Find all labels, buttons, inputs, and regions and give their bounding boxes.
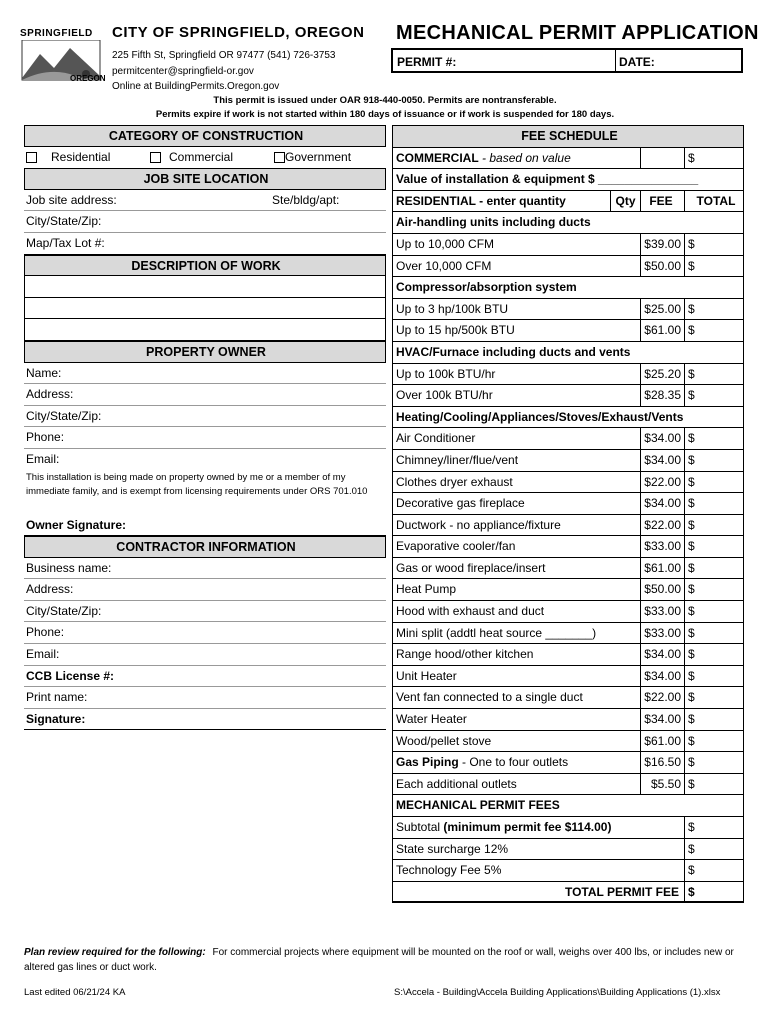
city-online: Online at BuildingPermits.Oregon.gov	[112, 81, 280, 92]
subtotal-minimum: (minimum permit fee $114.00)	[443, 820, 612, 834]
fee-item-amount: $33.00	[640, 623, 685, 644]
gas-piping-row	[392, 752, 744, 774]
gas-piping-rest: - One to four outlets	[458, 755, 569, 770]
description-line-1[interactable]	[24, 276, 386, 298]
fee-item-row	[392, 687, 744, 709]
contractor-signature-field[interactable]: Signature:	[24, 709, 386, 731]
fee-item-total[interactable]: $	[688, 258, 695, 273]
total-header: TOTAL	[696, 193, 736, 208]
fee-item-row	[392, 450, 744, 472]
fee-item-label: Over 100k BTU/hr	[396, 388, 493, 403]
fee-item-total[interactable]: $	[688, 301, 695, 316]
left-column	[24, 125, 386, 730]
fee-item-total[interactable]: $	[688, 625, 695, 640]
fee-item-row	[392, 515, 744, 537]
fee-item-row	[392, 299, 744, 321]
fee-item-total[interactable]: $	[688, 560, 695, 575]
fee-item-row	[392, 709, 744, 731]
job-city-field[interactable]: City/State/Zip:	[24, 211, 386, 233]
fee-sections	[392, 212, 744, 752]
fee-item-amount: $25.20	[640, 364, 685, 385]
fee-item-total[interactable]: $	[688, 388, 695, 403]
category-options	[24, 147, 386, 169]
fee-item-row	[392, 385, 744, 407]
fee-item-total[interactable]: $	[688, 604, 695, 619]
notice-line-1: This permit is issued under OAR 918-440-0050. Permits are nontransferable.	[213, 95, 557, 106]
commercial-label: COMMERCIAL	[396, 150, 479, 165]
fee-item-total[interactable]: $	[688, 668, 695, 683]
fee-item-label: Water Heater	[396, 712, 467, 727]
fee-item-total[interactable]: $	[688, 236, 695, 251]
fee-item-label: Wood/pellet stove	[396, 733, 492, 748]
residential-label: RESIDENTIAL - enter quantity	[396, 193, 566, 208]
gas-piping-total[interactable]: $	[688, 755, 695, 770]
fee-item-amount: $25.00	[640, 299, 685, 320]
tech-fee-total[interactable]: $	[688, 863, 695, 878]
fee-item-total[interactable]: $	[688, 323, 695, 338]
contractor-email-field[interactable]: Email:	[24, 644, 386, 666]
owner-phone-field[interactable]: Phone:	[24, 427, 386, 449]
fee-item-amount: $61.00	[640, 731, 685, 752]
plan-review-text: For commercial projects where equipment will be mounted on the roof or wall, weighs over 400 lbs, or includes new or altered gas lines or duct work.	[24, 947, 734, 973]
fee-item-label: Up to 3 hp/100k BTU	[396, 301, 509, 316]
fee-item-amount: $39.00	[640, 234, 685, 255]
fee-item-amount: $22.00	[640, 515, 685, 536]
fee-item-row	[392, 666, 744, 688]
gas-piping-fee: $16.50	[640, 752, 685, 773]
owner-email-field[interactable]: Email:	[26, 451, 60, 466]
fee-item-amount: $50.00	[640, 579, 685, 600]
fee-item-label: Decorative gas fireplace	[396, 496, 525, 511]
fee-item-total[interactable]: $	[688, 517, 695, 532]
logo-top-text: SPRINGFIELD	[20, 28, 93, 39]
fee-item-label: Clothes dryer exhaust	[396, 474, 513, 489]
fee-item-amount: $28.35	[640, 385, 685, 406]
total-permit-fee-value[interactable]: $	[688, 884, 695, 899]
owner-address-field[interactable]: Address:	[24, 384, 386, 406]
residential-header-row	[392, 191, 744, 213]
commercial-total[interactable]: $	[688, 150, 695, 165]
fee-item-total[interactable]: $	[688, 647, 695, 662]
permit-fees-header: MECHANICAL PERMIT FEES	[392, 795, 744, 817]
tech-fee-row	[392, 860, 744, 882]
fee-item-amount: $22.00	[640, 687, 685, 708]
subtotal-row	[392, 817, 744, 839]
contractor-city-field[interactable]: City/State/Zip:	[24, 601, 386, 623]
fee-item-amount: $22.00	[640, 472, 685, 493]
fee-item-amount: $34.00	[640, 709, 685, 730]
fee-item-row	[392, 558, 744, 580]
fee-item-total[interactable]: $	[688, 366, 695, 381]
fee-item-label: Ductwork - no appliance/fixture	[396, 517, 561, 532]
fee-item-label: Vent fan connected to a single duct	[396, 690, 583, 705]
last-edited: Last edited 06/21/24 KA	[24, 987, 126, 998]
city-logo	[20, 28, 104, 86]
fee-item-amount: $34.00	[640, 644, 685, 665]
fee-item-total[interactable]: $	[688, 690, 695, 705]
fee-item-label: Gas or wood fireplace/insert	[396, 560, 546, 575]
fee-item-amount: $34.00	[640, 428, 685, 449]
fee-item-row	[392, 364, 744, 386]
fee-item-total[interactable]: $	[688, 474, 695, 489]
owner-signature-field[interactable]: Owner Signature:	[24, 515, 386, 537]
value-row[interactable]: Value of installation & equipment $ _______________	[392, 169, 744, 191]
job-address-label: Job site address:	[26, 192, 117, 207]
subtotal-total[interactable]: $	[688, 820, 695, 834]
owner-name-field[interactable]: Name:	[24, 363, 386, 385]
page-title: MECHANICAL PERMIT APPLICATION	[396, 22, 759, 44]
business-name-field[interactable]: Business name:	[24, 558, 386, 580]
job-address-field[interactable]	[24, 190, 386, 212]
fee-section-heading: Heating/Cooling/Appliances/Stoves/Exhaust/Vents	[392, 407, 744, 429]
commercial-row	[392, 148, 744, 170]
surcharge-row	[392, 839, 744, 861]
fee-section-heading: HVAC/Furnace including ducts and vents	[392, 342, 744, 364]
total-fee-cell	[640, 882, 685, 902]
fee-item-total[interactable]: $	[688, 431, 695, 446]
fee-item-row	[392, 601, 744, 623]
fee-item-row	[392, 731, 744, 753]
fee-item-row	[392, 234, 744, 256]
fee-item-amount: $33.00	[640, 536, 685, 557]
additional-outlets-row	[392, 774, 744, 796]
permit-date-box	[391, 48, 743, 73]
fee-header: FEE	[640, 191, 685, 212]
fee-item-row	[392, 644, 744, 666]
surcharge-fee-cell	[640, 839, 685, 860]
fee-item-label: Range hood/other kitchen	[396, 647, 534, 662]
gas-piping-label: Gas Piping	[396, 755, 459, 770]
commercial-option[interactable]	[150, 147, 233, 168]
owner-header: PROPERTY OWNER	[24, 341, 386, 363]
tech-fee-cell	[640, 860, 685, 881]
fee-item-amount: $61.00	[640, 558, 685, 579]
fee-item-total[interactable]: $	[688, 733, 695, 748]
fee-item-row	[392, 472, 744, 494]
qty-header: Qty	[610, 191, 640, 212]
fee-item-label: Hood with exhaust and duct	[396, 604, 545, 619]
fee-schedule	[392, 125, 744, 903]
commercial-checkbox[interactable]	[150, 152, 161, 163]
contractor-address-field[interactable]: Address:	[24, 579, 386, 601]
fee-section-heading: Compressor/absorption system	[392, 277, 744, 299]
commercial-note: - based on value	[482, 150, 571, 165]
fee-item-total[interactable]: $	[688, 712, 695, 727]
fee-item-row	[392, 579, 744, 601]
fee-item-label: Over 10,000 CFM	[396, 258, 492, 273]
fee-item-label: Evaporative cooler/fan	[396, 539, 516, 554]
fee-item-amount: $34.00	[640, 450, 685, 471]
city-name: CITY OF SPRINGFIELD, OREGON	[112, 24, 365, 41]
notice-line-2: Permits expire if work is not started within 180 days of issuance or if work is suspended for 180 days.	[155, 109, 615, 120]
fee-item-label: Mini split (addtl heat source _______)	[396, 625, 597, 640]
subtotal-label: Subtotal	[396, 820, 441, 834]
fee-item-label: Air Conditioner	[396, 431, 476, 446]
fee-item-label: Up to 100k BTU/hr	[396, 366, 496, 381]
government-checkbox[interactable]	[274, 152, 285, 163]
fee-item-amount: $50.00	[640, 256, 685, 277]
surcharge-label: State surcharge 12%	[396, 841, 509, 856]
fee-item-amount: $34.00	[640, 493, 685, 514]
commercial-label: Commercial	[169, 149, 234, 164]
subtotal-fee-cell	[640, 817, 685, 838]
ste-label: Ste/bldg/apt:	[272, 192, 340, 207]
owner-city-field[interactable]: City/State/Zip:	[24, 406, 386, 428]
city-address: 225 Fifth St, Springfield OR 97477 (541) 726-3753	[112, 50, 336, 61]
date-label: DATE:	[615, 50, 655, 71]
additional-outlets-label: Each additional outlets	[396, 776, 517, 791]
map-lot-field[interactable]: Map/Tax Lot #:	[24, 233, 386, 255]
contractor-header: CONTRACTOR INFORMATION	[24, 536, 386, 558]
fee-item-row	[392, 493, 744, 515]
fee-item-row	[392, 428, 744, 450]
permit-number-label: PERMIT #:	[397, 55, 457, 69]
fee-item-row	[392, 320, 744, 342]
fee-item-total[interactable]: $	[688, 582, 695, 597]
fee-item-amount: $61.00	[640, 320, 685, 341]
fee-item-row	[392, 623, 744, 645]
residential-option[interactable]	[26, 147, 110, 168]
fee-item-amount: $34.00	[640, 666, 685, 687]
city-email: permitcenter@springfield-or.gov	[112, 66, 254, 77]
jobsite-header: JOB SITE LOCATION	[24, 168, 386, 190]
logo-bottom-text: OREGON	[70, 74, 106, 83]
description-line-3[interactable]	[24, 319, 386, 341]
contractor-phone-field[interactable]: Phone:	[24, 622, 386, 644]
fee-item-label: Chimney/liner/flue/vent	[396, 452, 519, 467]
plan-review-note	[24, 945, 744, 975]
fee-section-heading: Air-handling units including ducts	[392, 212, 744, 234]
plan-review-label: Plan review required for the following:	[24, 947, 206, 958]
file-path: S:\Accela - Building\Accela Building Applications\Building Applications (1).xlsx	[394, 987, 721, 998]
commercial-fee-cell	[640, 148, 685, 169]
owner-statement: This installation is being made on property owned by me or a member of my immediate family, and is exempt from licensing requirements under ORS 701.010	[26, 471, 368, 497]
fee-item-total[interactable]: $	[688, 452, 695, 467]
fee-item-amount: $33.00	[640, 601, 685, 622]
fee-schedule-header: FEE SCHEDULE	[392, 126, 744, 148]
additional-outlets-total[interactable]: $	[688, 776, 695, 791]
fee-item-row	[392, 256, 744, 278]
tech-fee-label: Technology Fee 5%	[396, 863, 502, 878]
fee-item-label: Unit Heater	[396, 668, 457, 683]
total-permit-fee-row	[392, 882, 744, 904]
fee-item-total[interactable]: $	[688, 496, 695, 511]
government-label: Government	[285, 149, 352, 164]
additional-outlets-fee: $5.50	[640, 774, 685, 795]
description-line-2[interactable]	[24, 298, 386, 320]
fee-item-total[interactable]: $	[688, 539, 695, 554]
residential-label: Residential	[51, 149, 111, 164]
government-option[interactable]	[274, 147, 351, 168]
print-name-field[interactable]: Print name:	[24, 687, 386, 709]
total-permit-fee-label: TOTAL PERMIT FEE	[564, 884, 679, 899]
fee-item-label: Heat Pump	[396, 582, 457, 597]
description-header: DESCRIPTION OF WORK	[24, 255, 386, 277]
fee-item-label: Up to 15 hp/500k BTU	[396, 323, 515, 338]
surcharge-total[interactable]: $	[688, 841, 695, 856]
ccb-license-field[interactable]: CCB License #:	[24, 666, 386, 688]
fee-item-label: Up to 10,000 CFM	[396, 236, 495, 251]
fee-item-row	[392, 536, 744, 558]
residential-checkbox[interactable]	[26, 152, 37, 163]
category-header: CATEGORY OF CONSTRUCTION	[24, 125, 386, 147]
